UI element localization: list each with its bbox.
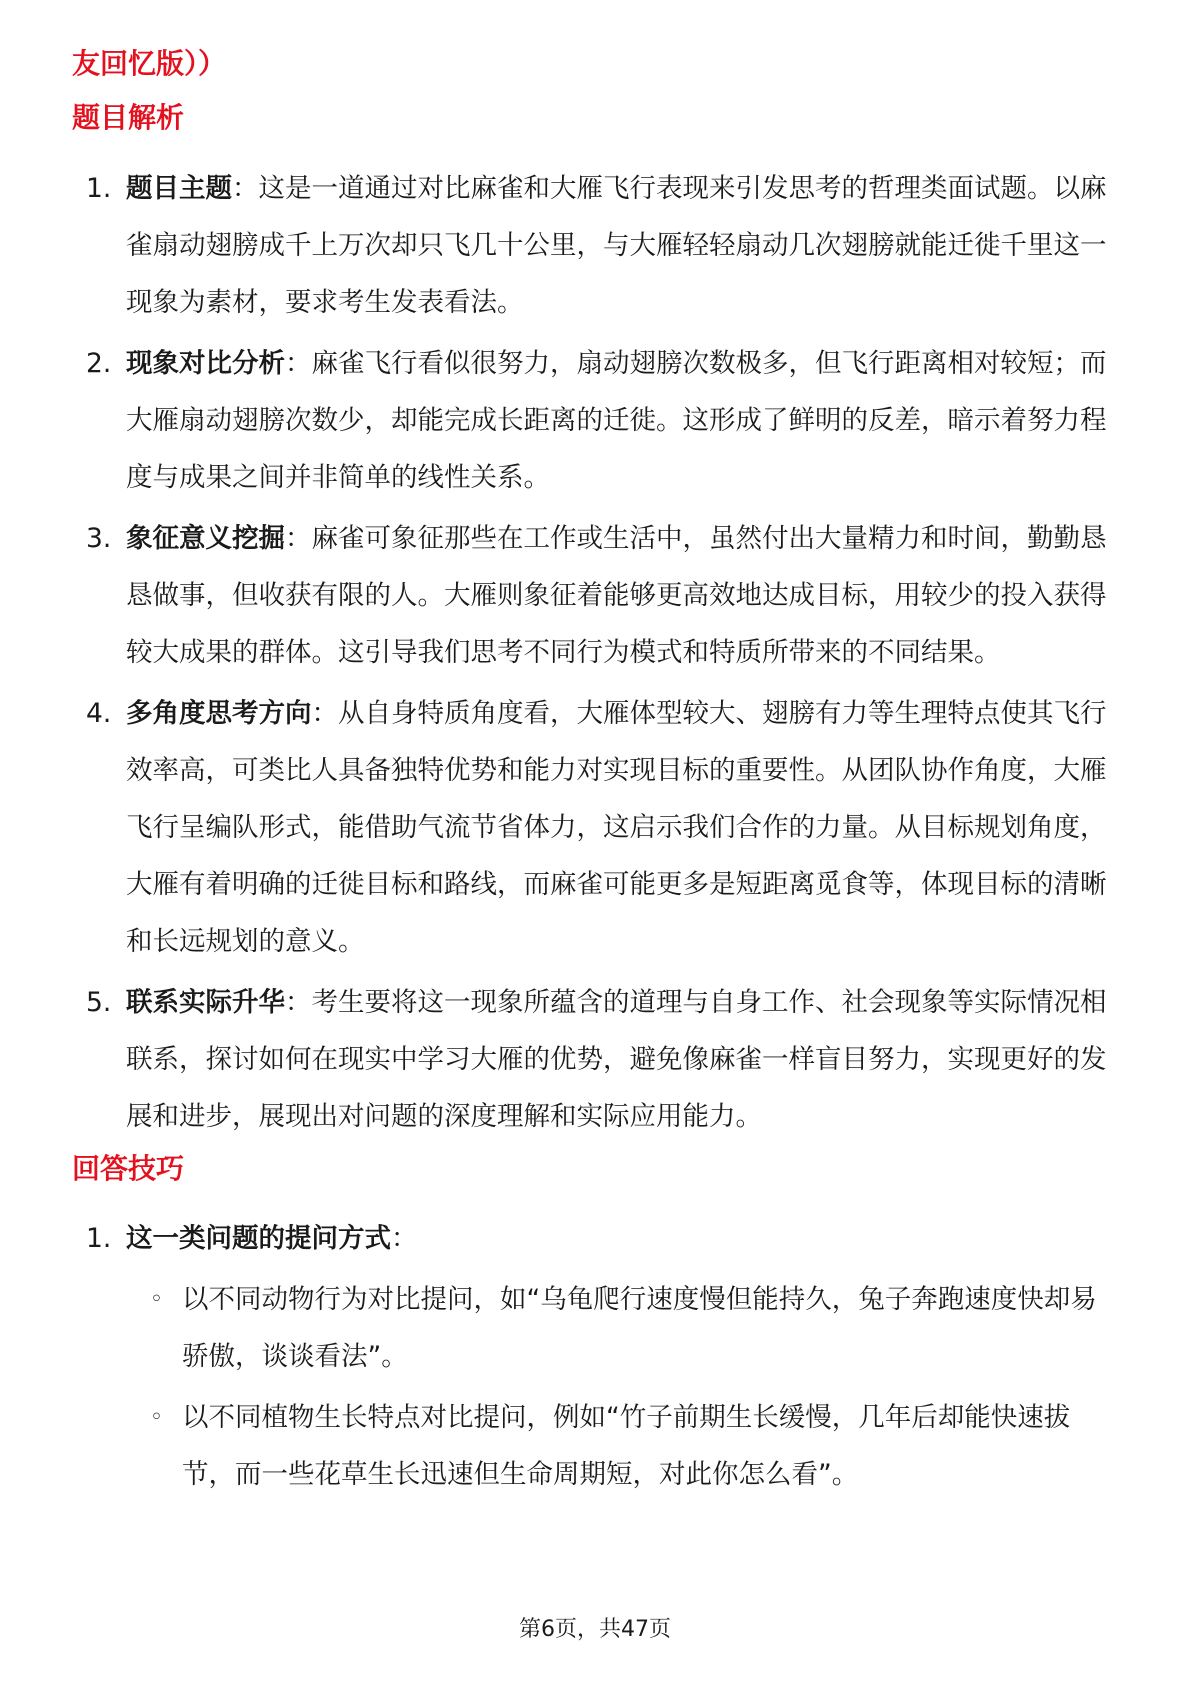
item-text: 麻雀飞行看似很努力，扇动翅膀次数极多，但飞行距离相对较短；而大雁扇动翅膀次数少，却能完成长距离的迁徙。这形成了鲜明的反差，暗示着努力程度与成果之间并非简单的线性关系。 — [126, 348, 1107, 493]
item-colon: ： — [285, 987, 312, 1018]
list-number: 5. — [86, 987, 112, 1018]
list-item — [72, 160, 1118, 331]
list-item — [72, 974, 1118, 1145]
header-fragment: 友回忆版）） — [72, 47, 227, 80]
sub-list-item — [72, 1271, 1118, 1385]
item-text: 从自身特质角度看，大雁体型较大、翅膀有力等生理特点使其飞行效率高，可类比人具备独特优势和能力对实现目标的重要性。从团队协作角度，大雁飞行呈编队形式，能借助气流节省体力，这启示我们合作的力量。从目标规划角度，大雁有着明确的迁徙目标和路线，而麻雀可能更多是短距离觅食等，体现目标的清晰和长远规划的意义。 — [126, 698, 1107, 957]
list-number: 2. — [86, 348, 112, 379]
bullet-icon: ◦ — [150, 1405, 163, 1430]
item-term: 多角度思考方向 — [126, 698, 312, 729]
list-number: 1. — [86, 173, 112, 204]
item-colon: ： — [391, 1223, 418, 1254]
item-term: 现象对比分析 — [126, 348, 285, 379]
list-item — [72, 335, 1118, 506]
item-colon: ： — [311, 698, 338, 729]
list-number: 1. — [86, 1223, 112, 1254]
analysis-list — [72, 160, 1118, 1149]
item-term: 象征意义挖掘 — [126, 523, 285, 554]
item-term: 联系实际升华 — [126, 987, 285, 1018]
page-footer: 第6页，共47页 — [519, 1617, 671, 1642]
item-term: 题目主题 — [126, 173, 232, 204]
bullet-icon: ◦ — [150, 1287, 163, 1312]
item-text: 麻雀可象征那些在工作或生活中，虽然付出大量精力和时间，勤勤恳恳做事，但收获有限的人。大雁则象征着能够更高效地达成目标，用较少的投入获得较大成果的群体。这引导我们思考不同行为模式和特质所带来的不同结果。 — [126, 523, 1107, 668]
section-heading-tips: 回答技巧 — [72, 1152, 185, 1185]
list-item — [72, 685, 1118, 970]
list-number: 4. — [86, 698, 112, 729]
item-colon: ： — [232, 173, 259, 204]
item-colon: ： — [285, 348, 312, 379]
item-text: 这是一道通过对比麻雀和大雁飞行表现来引发思考的哲理类面试题。以麻雀扇动翅膀成千上万次却只飞几十公里，与大雁轻轻扇动几次翅膀就能迁徙千里这一现象为素材，要求考生发表看法。 — [126, 173, 1107, 318]
item-colon: ： — [285, 523, 312, 554]
item-term: 这一类问题的提问方式 — [126, 1223, 391, 1254]
list-item — [72, 510, 1118, 681]
tips-list — [72, 1210, 1118, 1507]
item-text: 考生要将这一现象所蕴含的道理与自身工作、社会现象等实际情况相联系，探讨如何在现实中学习大雁的优势，避免像麻雀一样盲目努力，实现更好的发展和进步，展现出对问题的深度理解和实际应用能力。 — [126, 987, 1107, 1132]
sub-list-item — [72, 1389, 1118, 1503]
sub-item-text: 以不同动物行为对比提问，如“乌龟爬行速度慢但能持久，兔子奔跑速度快却易骄傲，谈谈看法”。 — [182, 1284, 1097, 1372]
list-number: 3. — [86, 523, 112, 554]
list-item — [72, 1210, 1118, 1267]
section-heading-analysis: 题目解析 — [72, 101, 185, 134]
sub-item-text: 以不同植物生长特点对比提问，例如“竹子前期生长缓慢，几年后却能快速拔节，而一些花草生长迅速但生命周期短，对此你怎么看”。 — [182, 1402, 1071, 1490]
